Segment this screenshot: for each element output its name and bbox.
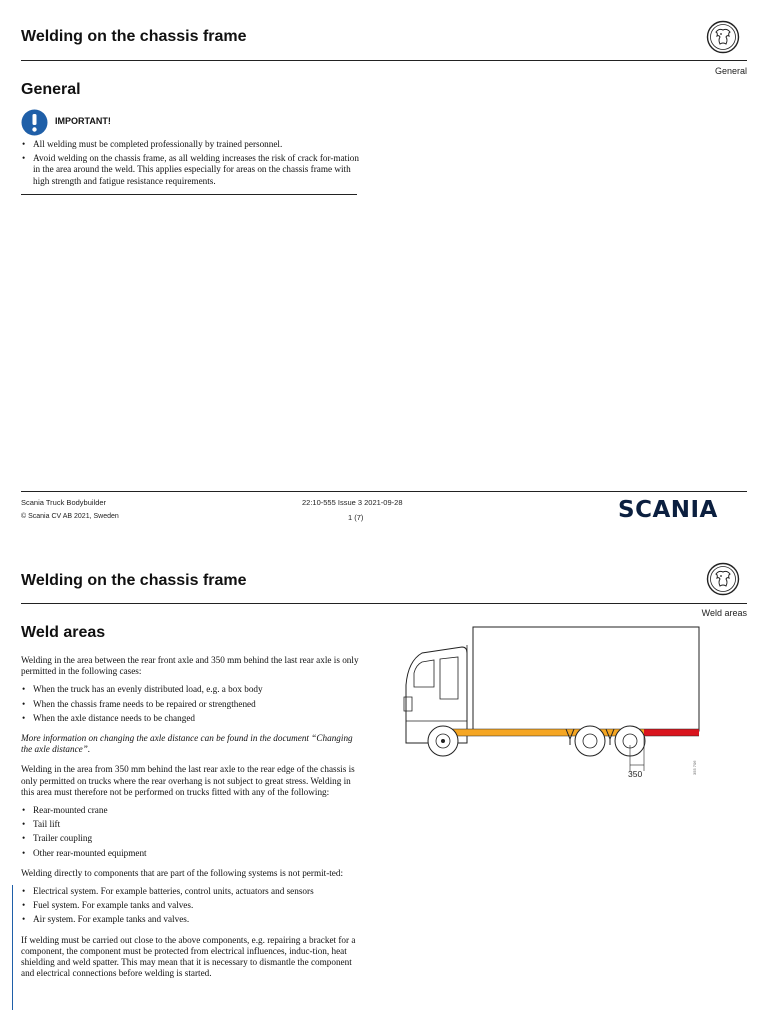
footer-copyright: © Scania CV AB 2021, Sweden	[21, 513, 119, 520]
page2-heading: Weld areas	[21, 624, 106, 641]
rear-equipment-list	[21, 805, 361, 859]
footer-page-number: 1 (7)	[348, 513, 364, 522]
list-item: • Electrical system. For example batteries, control units, actuators and sensors	[21, 886, 361, 897]
page1-bullet-list	[21, 139, 361, 190]
scania-wordmark: SCANIA	[618, 497, 718, 523]
list-item: • Tail lift	[21, 819, 361, 830]
intro-paragraph: Welding in the area between the rear front axle and 350 mm behind the last rear axle is only permitted in the following cases:	[21, 655, 359, 677]
list-item: • Avoid welding on the chassis frame, as all welding increases the risk of crack for-mation in the area around the weld. This applies especially for areas on the chassis frame with high strength and fatigue resistance requirements.	[21, 153, 361, 187]
scania-griffin-logo-icon	[706, 20, 740, 54]
list-item: • When the truck has an evenly distributed load, e.g. a box body	[21, 684, 361, 695]
list-item: • When the chassis frame needs to be repaired or strengthened	[21, 699, 361, 710]
dimension-350-label: 350	[628, 769, 643, 779]
important-exclamation-icon	[21, 109, 48, 136]
list-item: • Other rear-mounted equipment	[21, 848, 361, 859]
footer-publication: Scania Truck Bodybuilder	[21, 498, 107, 507]
list-item: • When the axle distance needs to be changed	[21, 713, 361, 724]
permitted-cases-list	[21, 684, 361, 724]
list-item: • Air system. For example tanks and valves.	[21, 914, 361, 925]
page1-section-label: General	[714, 66, 747, 76]
page1-heading: General	[21, 81, 81, 98]
rear-overhang-paragraph: Welding in the area from 350 mm behind the last rear axle to the rear edge of the chassis is only permitted on trucks where the rear overhang is not subject to great stress. Welding in this area must therefore not be performed on trucks fitted with any of the following:	[21, 764, 355, 797]
scania-griffin-logo-icon	[706, 562, 740, 596]
list-item: • Trailer coupling	[21, 833, 361, 844]
footer-document-id: 22:10-555 Issue 3 2021-09-28	[302, 498, 403, 507]
systems-list	[21, 886, 361, 926]
page2-title: Welding on the chassis frame	[21, 572, 247, 589]
list-item: • All welding must be completed professionally by trained personnel.	[21, 139, 361, 150]
page2-section-label: Weld areas	[701, 608, 747, 618]
more-info-note: More information on changing the axle distance can be found in the document “Changing the axle distance”.	[21, 733, 353, 755]
truck-weld-areas-figure	[400, 625, 705, 785]
systems-paragraph: Welding directly to components that are part of the following systems is not permit-ted:	[21, 867, 344, 878]
list-item: • Rear-mounted crane	[21, 805, 361, 816]
important-label: IMPORTANT!	[55, 116, 111, 126]
list-item: • Fuel system. For example tanks and valves.	[21, 900, 361, 911]
restricted-weld-zone	[644, 729, 699, 736]
page1-title: Welding on the chassis frame	[21, 28, 247, 45]
revision-change-bar	[12, 885, 13, 1010]
permitted-weld-zone	[448, 729, 644, 736]
page2-body	[21, 655, 361, 979]
figure-id: 355 706	[692, 760, 697, 775]
protection-paragraph: If welding must be carried out close to the above components, e.g. repairing a bracket for a component, the component must be protected from electrical influences, induc-tion, heat shielding and weld spatter. This may mean that it is necessary to dismantle the component and electrical connections before welding is started.	[21, 934, 356, 979]
